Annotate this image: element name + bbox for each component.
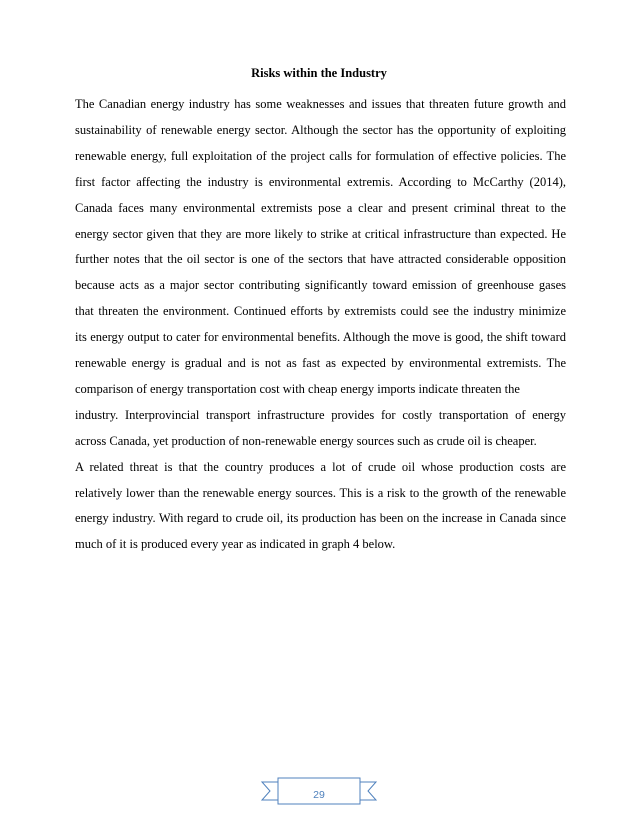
text-line: relatively lower than the renewable energy sources. This is a risk to the growth of the renewable: [75, 485, 566, 500]
text-line: Canada faces many environmental extremists pose a clear and present criminal threat to the: [75, 200, 566, 215]
text-line: energy sector given that they are more likely to strike at critical infrastructure than expected. He: [75, 226, 566, 241]
text-line: because acts as a major sector contributing significantly toward emission of greenhouse gases: [75, 278, 566, 293]
text-line: renewable energy, full exploitation of the project calls for formulation of effective policies. The: [75, 148, 566, 163]
text-line: its energy output to cater for environmental benefits. Although the move is good, the shift toward: [75, 330, 566, 345]
page-number: 29: [313, 789, 325, 801]
text-line: industry. Interprovincial transport infrastructure provides for costly transportation of energy: [75, 407, 566, 422]
text-line: across Canada, yet production of non-renewable energy sources such as crude oil is cheaper.: [75, 433, 537, 448]
text-line: comparison of energy transportation cost with cheap energy imports indicate threaten the: [75, 381, 520, 396]
text-line: The Canadian energy industry has some weaknesses and issues that threaten future growth and: [75, 97, 566, 111]
text-line: much of it is produced every year as indicated in graph 4 below.: [75, 537, 396, 552]
text-line: further notes that the oil sector is one of the sectors that have attracted considerable opposition: [75, 252, 566, 267]
page-footer: [258, 774, 380, 808]
section-heading: Risks within the Industry: [251, 66, 387, 80]
text-line: that threaten the environment. Continued efforts by extremists could see the industry minimize: [75, 304, 566, 319]
text-line: energy industry. With regard to crude oil, its production has been on the increase in Canada since: [75, 511, 566, 526]
text-line: sustainability of renewable energy sector. Although the sector has the opportunity of exploiting: [75, 122, 566, 137]
text-line: first factor affecting the industry is environmental extremis. According to McCarthy (2014),: [75, 174, 566, 189]
text-line: renewable energy is gradual and is not as fast as expected by environmental extremists. The: [75, 356, 566, 370]
text-line: A related threat is that the country produces a lot of crude oil whose production costs are: [75, 459, 566, 474]
